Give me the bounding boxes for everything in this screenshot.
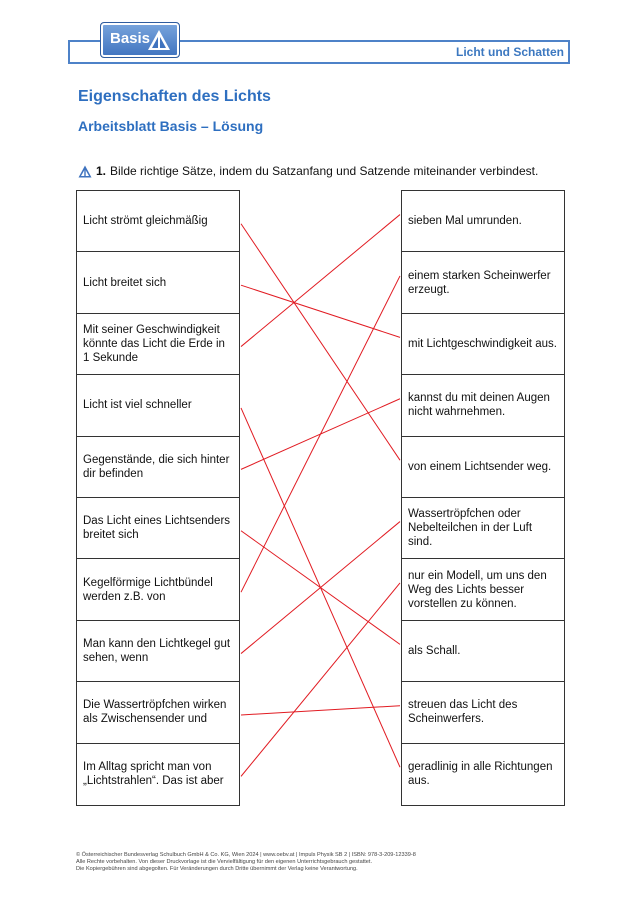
sentence-end[interactable]: nur ein Modell, um uns den Weg des Lichts besser vorstellen zu können. (402, 559, 564, 620)
logo-text: Basis (110, 30, 151, 47)
connection-line (241, 276, 400, 592)
sentence-start[interactable]: Die Wassertröpfchen wirken als Zwischensender und (77, 682, 239, 743)
page-title: Eigenschaften des Lichts (78, 88, 271, 105)
footer (76, 852, 576, 873)
sentence-end[interactable]: von einem Lichtsender weg. (402, 437, 564, 498)
sentence-start[interactable]: Das Licht eines Lichtsenders breitet sich (77, 498, 239, 559)
sentence-end[interactable]: geradlinig in alle Richtungen aus. (408, 761, 553, 788)
connection-line (241, 285, 400, 337)
footer-rights: Alle Rechte vorbehalten. Von dieser Druckvorlage ist die Vervielfältigung für den eigenen Unterrichtsgebrauch gestattet. (76, 859, 373, 865)
sentence-start[interactable]: Licht ist viel schneller (77, 375, 239, 436)
sentence-end[interactable]: streuen das Licht des Scheinwerfers. (402, 682, 564, 743)
sentence-end[interactable]: Wassertröpfchen oder Nebelteilchen in der Luft sind. (402, 498, 564, 559)
sentence-start[interactable]: Mit seiner Geschwindigkeit könnte das Licht die Erde in 1 Sekunde (77, 314, 239, 375)
connection-line (241, 215, 400, 347)
sentence-start[interactable]: Man kann den Lichtkegel gut sehen, wenn (77, 621, 239, 682)
connection-line (241, 224, 400, 460)
connection-line (241, 583, 400, 776)
sentence-start[interactable]: Gegenstände, die sich hinter dir befinden (77, 437, 239, 498)
sentence-start[interactable]: Licht strömt gleichmäßig (77, 191, 239, 252)
sentence-end[interactable]: sieben Mal umrunden. (402, 191, 564, 252)
footer-disclaimer: Die Kopiergebühren sind abgegolten. Für Veränderungen durch Dritte übernimmt der Verlag keine Verantwortung. (76, 866, 358, 872)
sentence-end[interactable]: kannst du mit deinen Augen nicht wahrnehmen. (402, 375, 564, 436)
footer-copyright: © Österreichischer Bundesverlag Schulbuch GmbH & Co. KG, Wien 2024 | www.oebv.at | Impuls Physik SB 2 | ISBN: 978-3-209-12339-8 (76, 852, 416, 858)
section-title: Licht und Schatten (456, 45, 564, 59)
sentence-start[interactable]: Licht breitet sich (77, 252, 239, 313)
sentence-end[interactable]: einem starken Scheinwerfer erzeugt. (402, 252, 564, 313)
task-text: Bilde richtige Sätze, indem du Satzanfang und Satzende miteinander verbindest. (110, 164, 539, 178)
connection-line (241, 522, 400, 654)
task-number: 1. (96, 164, 107, 178)
sentence-end[interactable]: als Schall. (402, 621, 564, 682)
sentence-end[interactable]: mit Lichtgeschwindigkeit aus. (402, 314, 564, 375)
page-subtitle: Arbeitsblatt Basis – Lösung (78, 118, 264, 134)
sentence-start[interactable]: Kegelförmige Lichtbündel werden z.B. von (77, 559, 239, 620)
sentence-start[interactable]: Im Alltag spricht man von „Lichtstrahlen“. Das ist aber (83, 761, 224, 788)
